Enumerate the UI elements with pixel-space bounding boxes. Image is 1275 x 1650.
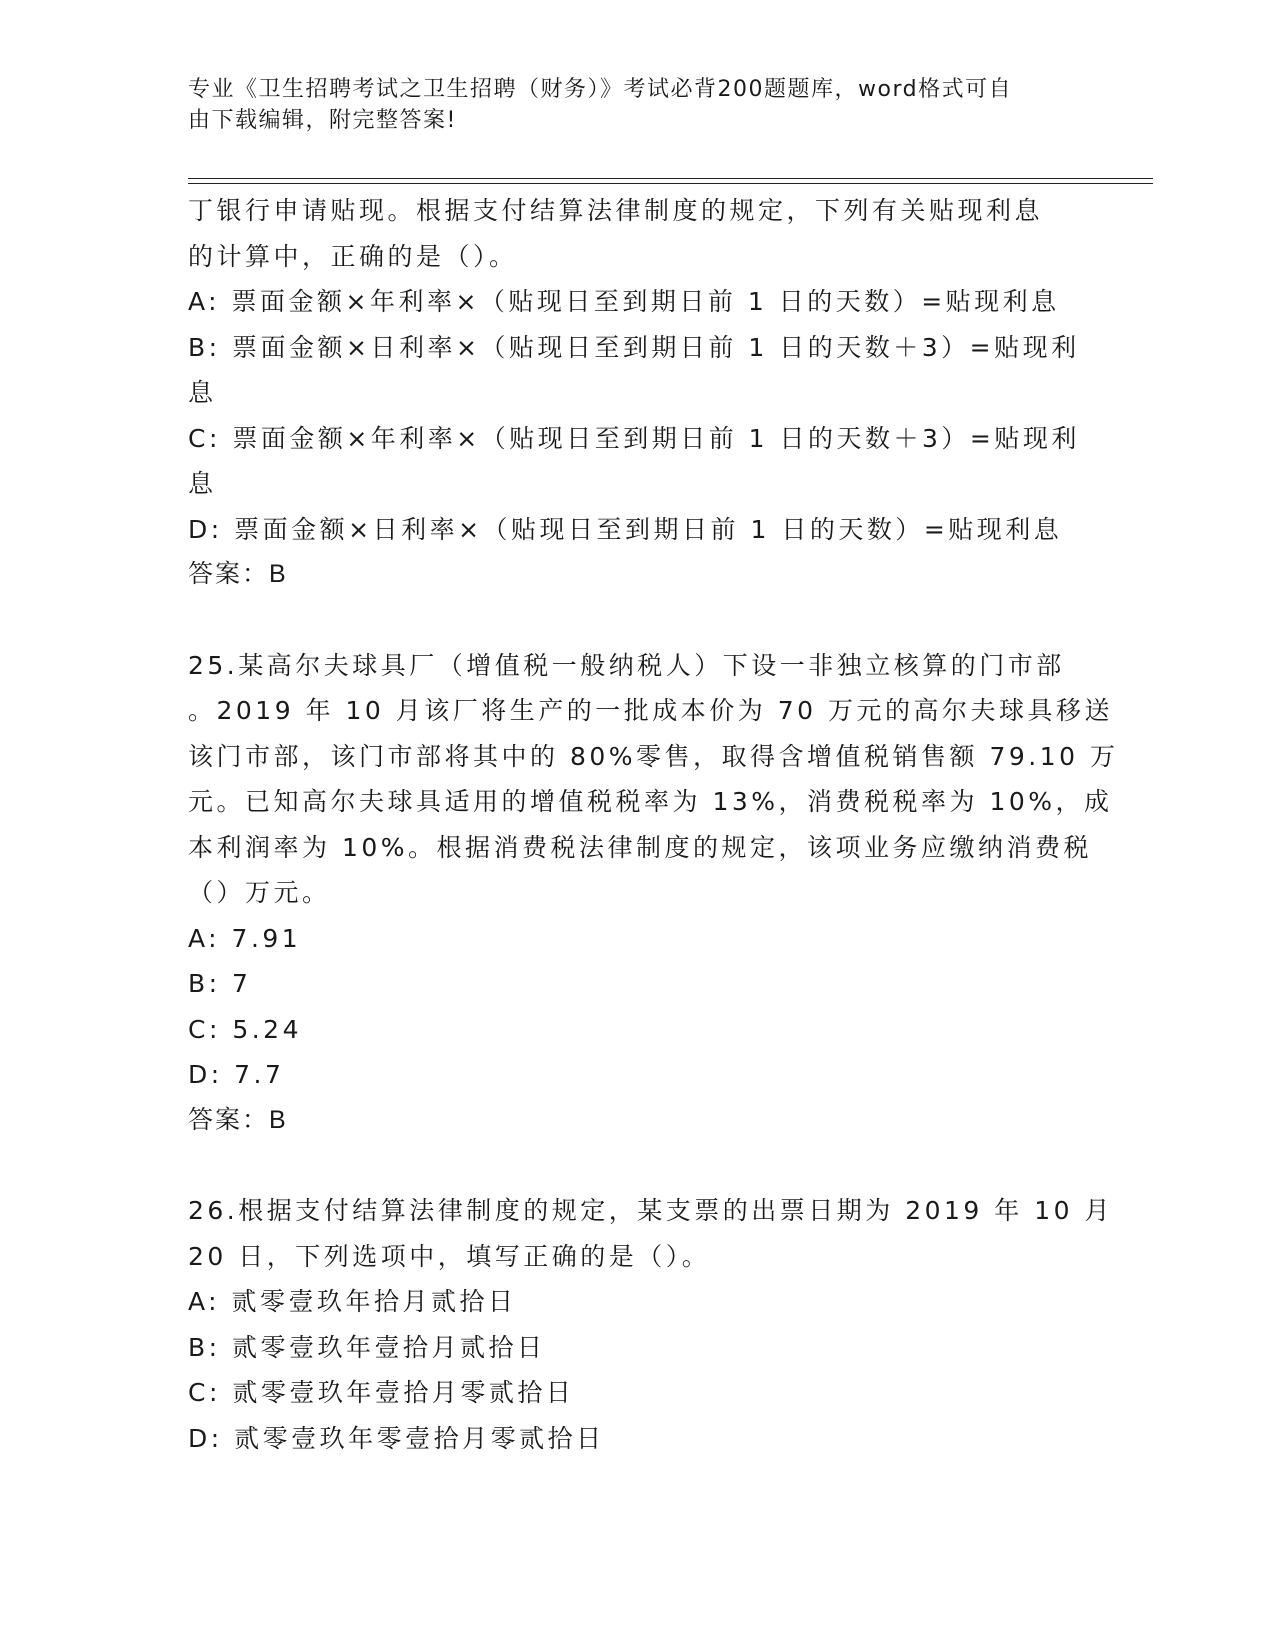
question-25-stem-line-6: （）万元。 [188,878,331,907]
question-26-option-c: C: 贰零壹玖年壹拾月零贰拾日 [188,1378,575,1407]
question-25-option-b: B: 7 [188,969,252,998]
header-divider-top [188,178,1153,179]
question-26-option-d: D: 贰零壹玖年零壹拾月零贰拾日 [188,1423,605,1453]
question-26-option-a: A: 贰零壹玖年拾月贰拾日 [188,1287,517,1316]
question-25-stem-line-5: 本利润率为 10%。根据消费税法律制度的规定，该项业务应缴纳消费税 [188,832,1093,862]
question-26-stem-line-2: 20 日，下列选项中，填写正确的是（）。 [188,1241,711,1271]
question-24-stem-line-2: 的计算中，正确的是（）。 [188,241,518,271]
header-line-2: 由下载编辑，附完整答案! [188,108,457,133]
question-25-option-c: C: 5.24 [188,1014,302,1044]
question-25-stem-line-3: 该门市部，该门市部将其中的 80%零售，取得含增值税销售额 79.10 万 [188,741,1119,771]
question-25-stem-line-2: 。2019 年 10 月该厂将生产的一批成本价为 70 万元的高尔夫球具移送 [188,696,1113,725]
spacer [188,598,1088,643]
spacer [188,1143,1088,1188]
header-divider-bottom [188,183,1153,184]
question-25-stem-line-4: 元。已知高尔夫球具适用的增值税税率为 13%，消费税税率为 10%，成 [188,787,1113,816]
question-24-answer: 答案：B [188,560,288,588]
question-25-option-d: D: 7.7 [188,1060,285,1089]
question-24 [188,188,1088,598]
question-24-option-b-cont: 息 [188,378,217,407]
question-26-option-b: B: 贰零壹玖年壹拾月贰拾日 [188,1332,546,1362]
question-26-stem-line-1: 26.根据支付结算法律制度的规定，某支票的出票日期为 2019 年 10 月 [188,1196,1113,1225]
question-25-option-a: A: 7.91 [188,923,302,953]
question-content [188,188,1119,1461]
header-line-1: 专业《卫生招聘考试之卫生招聘（财务）》考试必背200题题库，word格式可自 [188,77,1013,102]
document-header [188,74,1068,136]
question-25-stem-line-1: 25.某高尔夫球具厂（增值税一般纳税人）下设一非独立核算的门市部 [188,650,1065,680]
question-24-option-c-cont: 息 [188,469,217,498]
question-24-option-b: B: 票面金额×日利率×（贴现日至到期日前 1 日的天数＋3）=贴现利 [188,332,1080,362]
question-25-answer: 答案：B [188,1105,288,1134]
question-24-stem-line-1: 丁银行申请贴现。根据支付结算法律制度的规定，下列有关贴现利息 [188,196,1044,225]
question-24-option-a: A: 票面金额×年利率×（贴现日至到期日前 1 日的天数）=贴现利息 [188,287,1060,316]
question-25 [188,643,1119,1144]
question-26 [188,1188,1113,1461]
question-24-option-d: D: 票面金额×日利率×（贴现日至到期日前 1 日的天数）=贴现利息 [188,514,1063,544]
question-24-option-c: C: 票面金额×年利率×（贴现日至到期日前 1 日的天数＋3）=贴现利 [188,423,1080,453]
